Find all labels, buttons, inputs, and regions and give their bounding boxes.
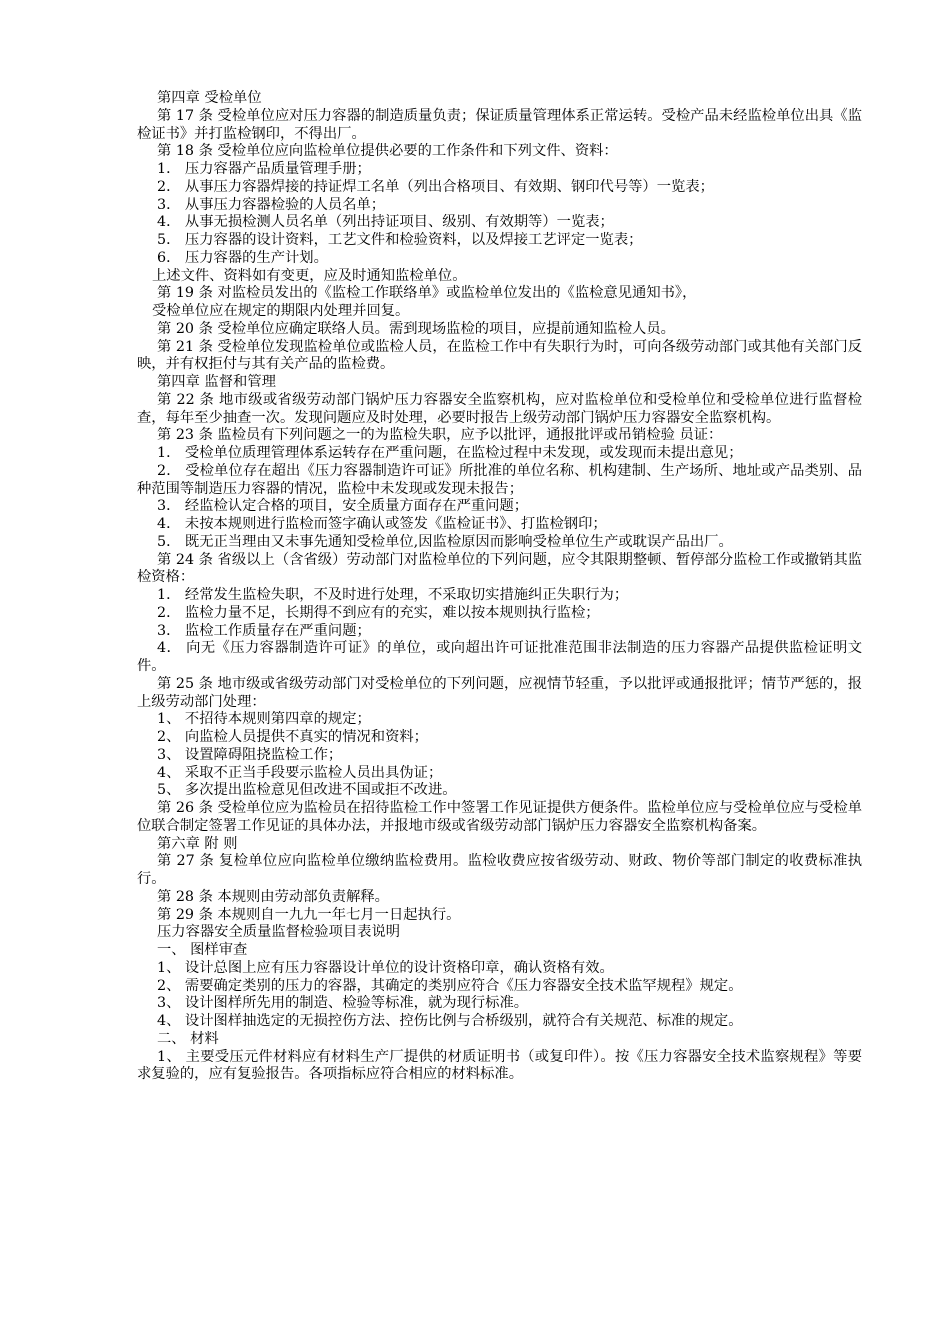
paragraph: 压力容器安全质量监督检验项目表说明: [157, 924, 401, 941]
paragraph: 上述文件、资料如有变更，应及时通知监检单位。: [152, 267, 467, 284]
paragraph: 第六章 附 则: [157, 835, 238, 852]
paragraph: 6． 压力容器的生产计划。: [157, 249, 328, 266]
document-body: [137, 90, 862, 1084]
paragraph: 5、 多次提出监检意见但改进不国或拒不改进。: [157, 782, 457, 799]
paragraph: 第 18 条 受检单位应向监检单位提供必要的工作条件和下列文件、资料：: [157, 143, 618, 160]
paragraph: 1、 不招待本规则第四章的规定；: [157, 711, 371, 728]
paragraph: 3、 设置障碍阻挠监检工作；: [157, 746, 343, 763]
paragraph: 第 19 条 对监检员发出的《监检工作联络单》或监检单位发出的《监检意见通知书》，: [157, 285, 697, 302]
paragraph: 第 27 条 复检单位应向监检单位缴纳监检费用。监检收费应按省级劳动、财政、物价等部门制定的收费标准执行。: [137, 853, 862, 887]
paragraph: 第四章 监督和管理: [157, 374, 276, 390]
paragraph: 3、 设计图样所先用的制造、检验等标准，就为现行标准。: [157, 995, 529, 1012]
paragraph: 2． 从事压力容器焊接的持证焊工名单（列出合格项目、有效期、钢印代号等）一览表；: [157, 178, 714, 195]
paragraph: 2、 需要确定类别的压力的容器，其确定的类别应符合《压力容器安全技术监罕规程》规定。: [157, 977, 743, 994]
paragraph: 3． 监检工作质量存在严重问题；: [157, 622, 371, 639]
paragraph: 1． 压力容器产品质量管理手册；: [157, 161, 371, 177]
paragraph: 1． 经常发生监检失职，不及时进行处理，不采取切实措施纠正失职行为；: [157, 587, 629, 603]
paragraph: 4、 设计图样抽选定的无损控伤方法、控伤比例与合桥级别，就符合有关规范、标准的规定。: [157, 1013, 743, 1029]
paragraph: 5． 既无正当理由又未事先通知受检单位,因监检原因而影响受检单位生产或耽误产品出厂。: [157, 533, 733, 550]
paragraph: 第 22 条 地市级或省级劳动部门锅炉压力容器安全监察机构，应对监检单位和受检单位和受检单位进行监督检查，每年至少抽查一次。发现问题应及时处理，必要时报告上级劳动部门锅炉压力容器安全监察机构。: [137, 391, 862, 426]
paragraph: 3． 经监检认定合格的项目，安全质量方面存在严重问题；: [157, 498, 529, 515]
paragraph: 1、 设计总图上应有压力容器设计单位的设计资格印章，确认资格有效。: [157, 959, 614, 976]
paragraph: 二、 材料: [157, 1030, 219, 1047]
paragraph: 1、 主要受压元件材料应有材料生产厂提供的材质证明书（或复印件）。按《压力容器安全技术监察规程》等要求复验的，应有复验报告。各项指标应符合相应的材料标准。: [137, 1048, 862, 1083]
paragraph: 2、 向监检人员提供不真实的情况和资料；: [157, 729, 428, 745]
paragraph: 第 24 条 省级以上（含省级）劳动部门对监检单位的下列问题，应令其限期整顿、暂停部分监检工作或撤销其监检资格：: [137, 551, 862, 586]
paragraph: 1． 受检单位质理管理体系运转存在严重问题，在监检过程中未发现，或发现而未提出意见；: [157, 445, 743, 461]
paragraph: 受检单位应在规定的期限内处理并回复。: [152, 303, 410, 319]
paragraph: 第 17 条 受检单位应对压力容器的制造质量负责；保证质量管理体系正常运转。受检产品未经监检单位出具《监检证书》并打监检钢印，不得出厂。: [137, 107, 862, 142]
paragraph: 第四章 受检单位: [157, 90, 262, 106]
paragraph: 第 21 条 受检单位发现监检单位或监检人员，在监检工作中有失职行为时，可向各级劳动部门或其他有关部门反映，并有权拒付与其有关产品的监检费。: [137, 338, 862, 373]
paragraph: 第 29 条 本规则自一九九一年七月一日起执行。: [157, 906, 461, 923]
paragraph: 4． 未按本规则进行监检而签字确认或签发《监检证书》、打监检钢印；: [157, 516, 607, 532]
paragraph: 5． 压力容器的设计资料，工艺文件和检验资料，以及焊接工艺评定一览表；: [157, 232, 643, 248]
paragraph: 第 25 条 地市级或省级劳动部门对受检单位的下列问题，应视情节轻重，予以批评或通报批评；情节严惩的，报上级劳动部门处理：: [137, 675, 862, 710]
paragraph: 第 26 条 受检单位应为监检员在招待监检工作中签署工作见证提供方便条件。监检单位应与受检单位应与受检单位联合制定签署工作见证的具体办法，并报地市级或省级劳动部门锅炉压力容器安全监察机构备案。: [137, 800, 862, 834]
paragraph: 3． 从事压力容器检验的人员名单；: [157, 196, 386, 213]
paragraph: 第 20 条 受检单位应确定联络人员。需到现场监检的项目，应提前通知监检人员。: [157, 320, 675, 337]
paragraph: 一、 图样审查: [157, 942, 248, 958]
paragraph: 4． 从事无损检测人员名单（列出持证项目、级别、有效期等）一览表；: [157, 214, 614, 231]
paragraph: 4、 采取不正当手段要示监检人员出具伪证；: [157, 764, 443, 781]
paragraph: 2． 受检单位存在超出《压力容器制造许可证》所批准的单位名称、机构建制、生产场所、地址或产品类别、品种范围等制造压力容器的情况，监检中未发现或发现未报告；: [137, 462, 862, 497]
paragraph: 第 28 条 本规则由劳动部负责解释。: [157, 888, 389, 905]
paragraph: 2． 监检力量不足，长期得不到应有的充实，难以按本规则执行监检；: [157, 604, 600, 621]
paragraph: 4． 向无《压力容器制造许可证》的单位，或向超出许可证批准范围非法制造的压力容器产品提供监检证明文件。: [137, 640, 862, 674]
paragraph: 第 23 条 监检员有下列问题之一的为监检失职，应予以批评，通报批评或吊销检验 员证：: [157, 427, 723, 444]
